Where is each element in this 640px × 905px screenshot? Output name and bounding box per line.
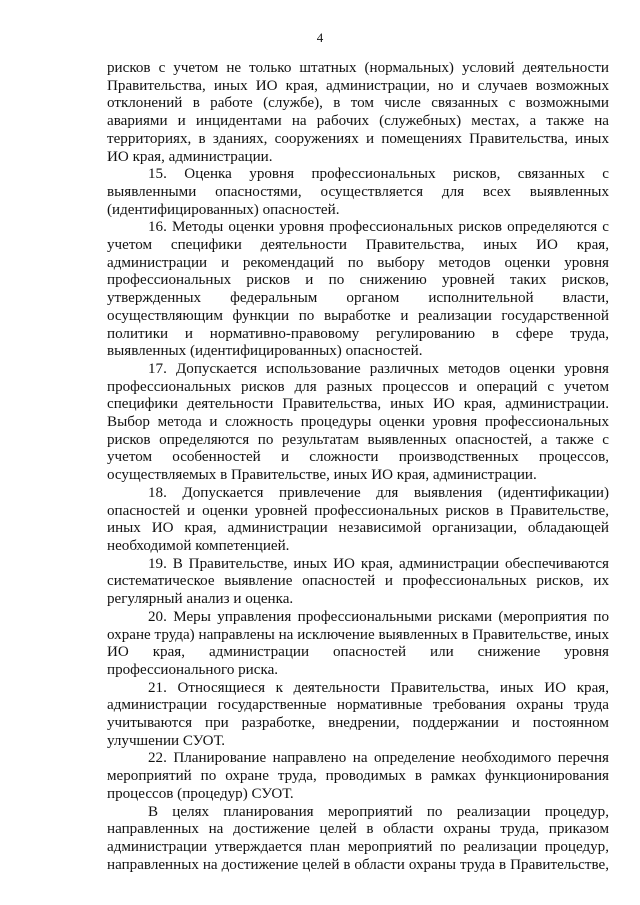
paragraph-20: 20. Меры управления профессиональными рисками (мероприятия по охране труда) направлены на исключение выявленных в Правительстве, иных ИО края, администрации опасностей или снижение уровня профессионального риска.	[107, 608, 609, 678]
paragraph-22: 22. Планирование направлено на определение необходимого перечня мероприятий по охране труда, проводимых в рамках функционирования процессов (процедур) СУОТ.	[107, 750, 609, 802]
paragraph-planning: В целях планирования мероприятий по реализации процедур, направленных на достижение целей в области охраны труда, приказом администрации утверждается план мероприятий по реализации процедур, направленных на достижение целей в области охраны труда в Правительстве,	[107, 803, 609, 873]
paragraph-14-continuation: рисков с учетом не только штатных (нормальных) условий деятельности Правительства, иных ИО края, администрации, но и случаев возможных отклонений в работе (службе), в том числе связанных с возможными авариями и инцидентами на рабочих (служебных) местах, а также на территориях, в зданиях, сооружениях и помещениях Правительства, иных ИО края, администрации.	[107, 60, 609, 165]
paragraph-16: 16. Методы оценки уровня профессиональных рисков определяются с учетом специфики деятельности Правительства, иных ИО края, администрации и рекомендаций по выбору методов оценки уровня профессиональных рисков и по снижению уровней таких рисков, утвержденных федеральным органом исполнительной власти, осуществляющим функции по выработке и реализации государственной политики и нормативно-правовому регулированию в сфере труда, выявленных (идентифицированных) опасностей.	[107, 219, 609, 360]
paragraph-21: 21. Относящиеся к деятельности Правительства, иных ИО края, администрации государственные нормативные требования охраны труда учитываются при разработке, внедрении, поддержании и постоянном улучшении СУОТ.	[107, 679, 609, 749]
document-body	[107, 60, 609, 874]
page-number: 4	[316, 30, 324, 45]
paragraph-18: 18. Допускается привлечение для выявления (идентификации) опасностей и оценки уровней профессиональных рисков в Правительстве, иных ИО края, администрации независимой организации, обладающей необходимой компетенцией.	[107, 484, 609, 554]
paragraph-15: 15. Оценка уровня профессиональных рисков, связанных с выявленными опасностями, осуществляется для всех выявленных (идентифицированных) опасностей.	[107, 166, 609, 218]
paragraph-17: 17. Допускается использование различных методов оценки уровня профессиональных рисков для разных процессов и операций с учетом специфики деятельности Правительства, иных ИО края, администрации. Выбор метода и сложность процедуры оценки уровня профессиональных рисков определяются по результатам выявленных опасностей, а также с учетом особенностей и сложности производственных процессов, осуществляемых в Правительстве, иных ИО края, администрации.	[107, 360, 609, 484]
paragraph-19: 19. В Правительстве, иных ИО края, администрации обеспечиваются систематическое выявление опасностей и профессиональных рисков, их регулярный анализ и оценка.	[107, 555, 609, 608]
